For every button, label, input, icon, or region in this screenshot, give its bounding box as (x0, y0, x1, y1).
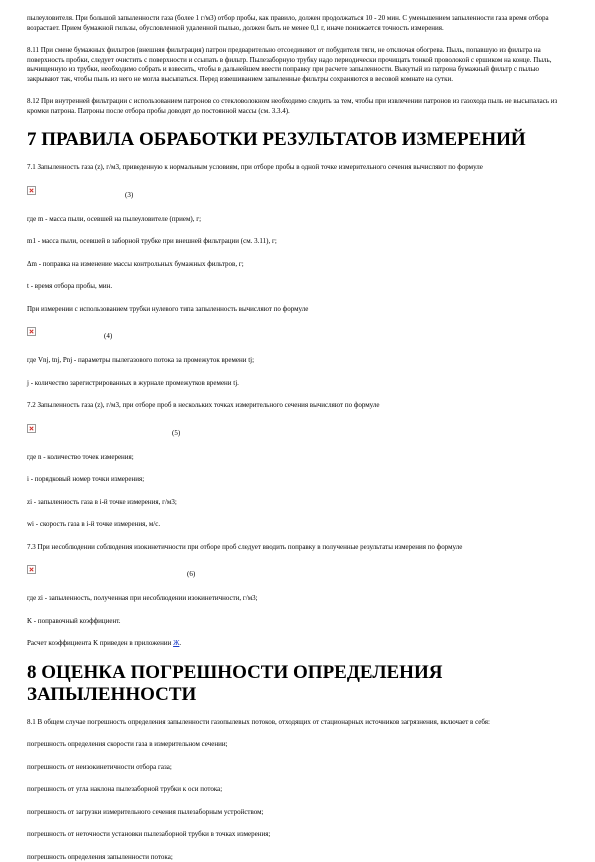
broken-image-icon (27, 327, 36, 336)
where-line: i - порядковый номер точки измерения; (27, 475, 567, 485)
where-line: где zi - запыленность, полученная при несоблюдении изокинетичности, г/м3; (27, 594, 567, 604)
paragraph-8-12: 8.12 При внутренней фильтрации с использованием патронов со стекловолокном необходимо следить за тем, чтобы при извлечении патронов из газохода пыль не высыпалась из кромки патрона. Патроны после отбора пробы доводят до постоянной массы (см. 3.3.4). (27, 97, 567, 116)
where-line: j - количество зарегистрированных в журнале промежутков времени tj. (27, 379, 567, 389)
list-item: погрешность определения запыленности потока; (27, 853, 567, 862)
where-line: zi - запыленность газа в i-й точке измерения, г/м3; (27, 498, 567, 508)
list-item: погрешность от неизокинетичности отбора газа; (27, 763, 567, 773)
appendix-link[interactable]: Ж (173, 639, 179, 647)
where-line: где n - количество точек измерения; (27, 453, 567, 463)
list-item: погрешность от угла наклона пылезаборной трубки к оси потока; (27, 785, 567, 795)
paragraph-7-1: 7.1 Запыленность газа (z), г/м3, приведенную к нормальным условиям, при отборе пробы в одной точке измерительного сечения вычисляют по формуле (27, 163, 567, 173)
where-line: t - время отбора пробы, мин. (27, 282, 567, 292)
section-7-heading: 7 ПРАВИЛА ОБРАБОТКИ РЕЗУЛЬТАТОВ ИЗМЕРЕНИЙ (27, 129, 567, 151)
appendix-reference-end: . (179, 639, 181, 647)
equation-number: (3) (125, 191, 133, 200)
equation-number: (4) (104, 332, 112, 341)
where-line: Δm - поправка на изменение массы контрольных бумажных фильтров, г; (27, 260, 567, 270)
paragraph-7-3: 7.3 При несоблюдении соблюдения изокинетичности при отборе проб следует вводить поправку в полученные результаты измерения по формуле (27, 543, 567, 553)
broken-image-icon (27, 186, 36, 195)
list-item: погрешность от неточности установки пылезаборной трубки в точках измерения; (27, 830, 567, 840)
paragraph-8-11: 8.11 При смене бумажных фильтров (внешняя фильтрация) патрон предварительно отсоединяют от побудителя тяги, не отключая обогрева. Пыль, попавшую из фильтра на поверхность пробки, следует очистить с поверхности и ссыпать в фильтр. Пылезаборную трубку надо периодически прочищать тонкой проволокой с ершиком на конце. Пыль, вычищенную из трубки, необходимо собрать и взвесить, чтобы в дальнейшем ввести поправку при расчете запыленности. Выкутый из патрона бумажный фильтр с пылью закрывают так, чтобы пыль из него не могла высыпаться. Перед взвешиванием запыленные фильтры сохраняются в весовой комнате на сутки. (27, 46, 567, 84)
paragraph-8-10-end: пылеуловителя. При большой запыленности газа (более 1 г/м3) отбор пробы, как правило, должен продолжаться 10 - 20 мин. С уменьшением запыленности газа время отбора возрастает. Прием бумажной гильзы, обусловленной удаленной пылью, должен быть не менее 0,1 г, иначе понижается точность измерения. (27, 14, 567, 33)
broken-image-icon (27, 424, 36, 433)
broken-image-icon (27, 565, 36, 574)
formula-4 (27, 327, 567, 341)
formula-3 (27, 186, 567, 200)
equation-number: (5) (172, 429, 180, 438)
formula-5 (27, 424, 567, 438)
appendix-reference-text: Расчет коэффициента K приведен в приложении (27, 639, 171, 647)
where-line: m1 - масса пыли, осевшей в заборной трубке при внешней фильтрации (см. 3.11), г; (27, 237, 567, 247)
where-line: где m - масса пыли, осевшей на пылеуловителе (прием), г; (27, 215, 567, 225)
where-line: где Vnj, tnj, Pnj - параметры пылегазового потока за промежуток времени tj; (27, 356, 567, 366)
where-line: K - поправочный коэффициент. (27, 617, 567, 627)
formula-6 (27, 565, 567, 579)
paragraph-8-1: 8.1 В общем случае погрешность определения запыленности газопылевых потоков, отходящих от стационарных источников загрязнения, включает в себя: (27, 718, 567, 728)
where-line: wi - скорость газа в i-й точке измерения, м/с. (27, 520, 567, 530)
paragraph-7-2: 7.2 Запыленность газа (z), г/м3, при отборе проб в нескольких точках измерительного сечения вычисляют по формуле (27, 401, 567, 411)
appendix-reference (27, 639, 567, 649)
list-item: погрешность определения скорости газа в измерительном сечении; (27, 740, 567, 750)
paragraph-zero-tube: При измерении с использованием трубки нулевого типа запыленность вычисляют по формуле (27, 305, 567, 315)
section-8-heading: 8 ОЦЕНКА ПОГРЕШНОСТИ ОПРЕДЕЛЕНИЯ ЗАПЫЛЕННОСТИ (27, 662, 567, 706)
list-item: погрешность от загрузки измерительного сечения пылезаборным устройством; (27, 808, 567, 818)
equation-number: (6) (187, 570, 195, 579)
